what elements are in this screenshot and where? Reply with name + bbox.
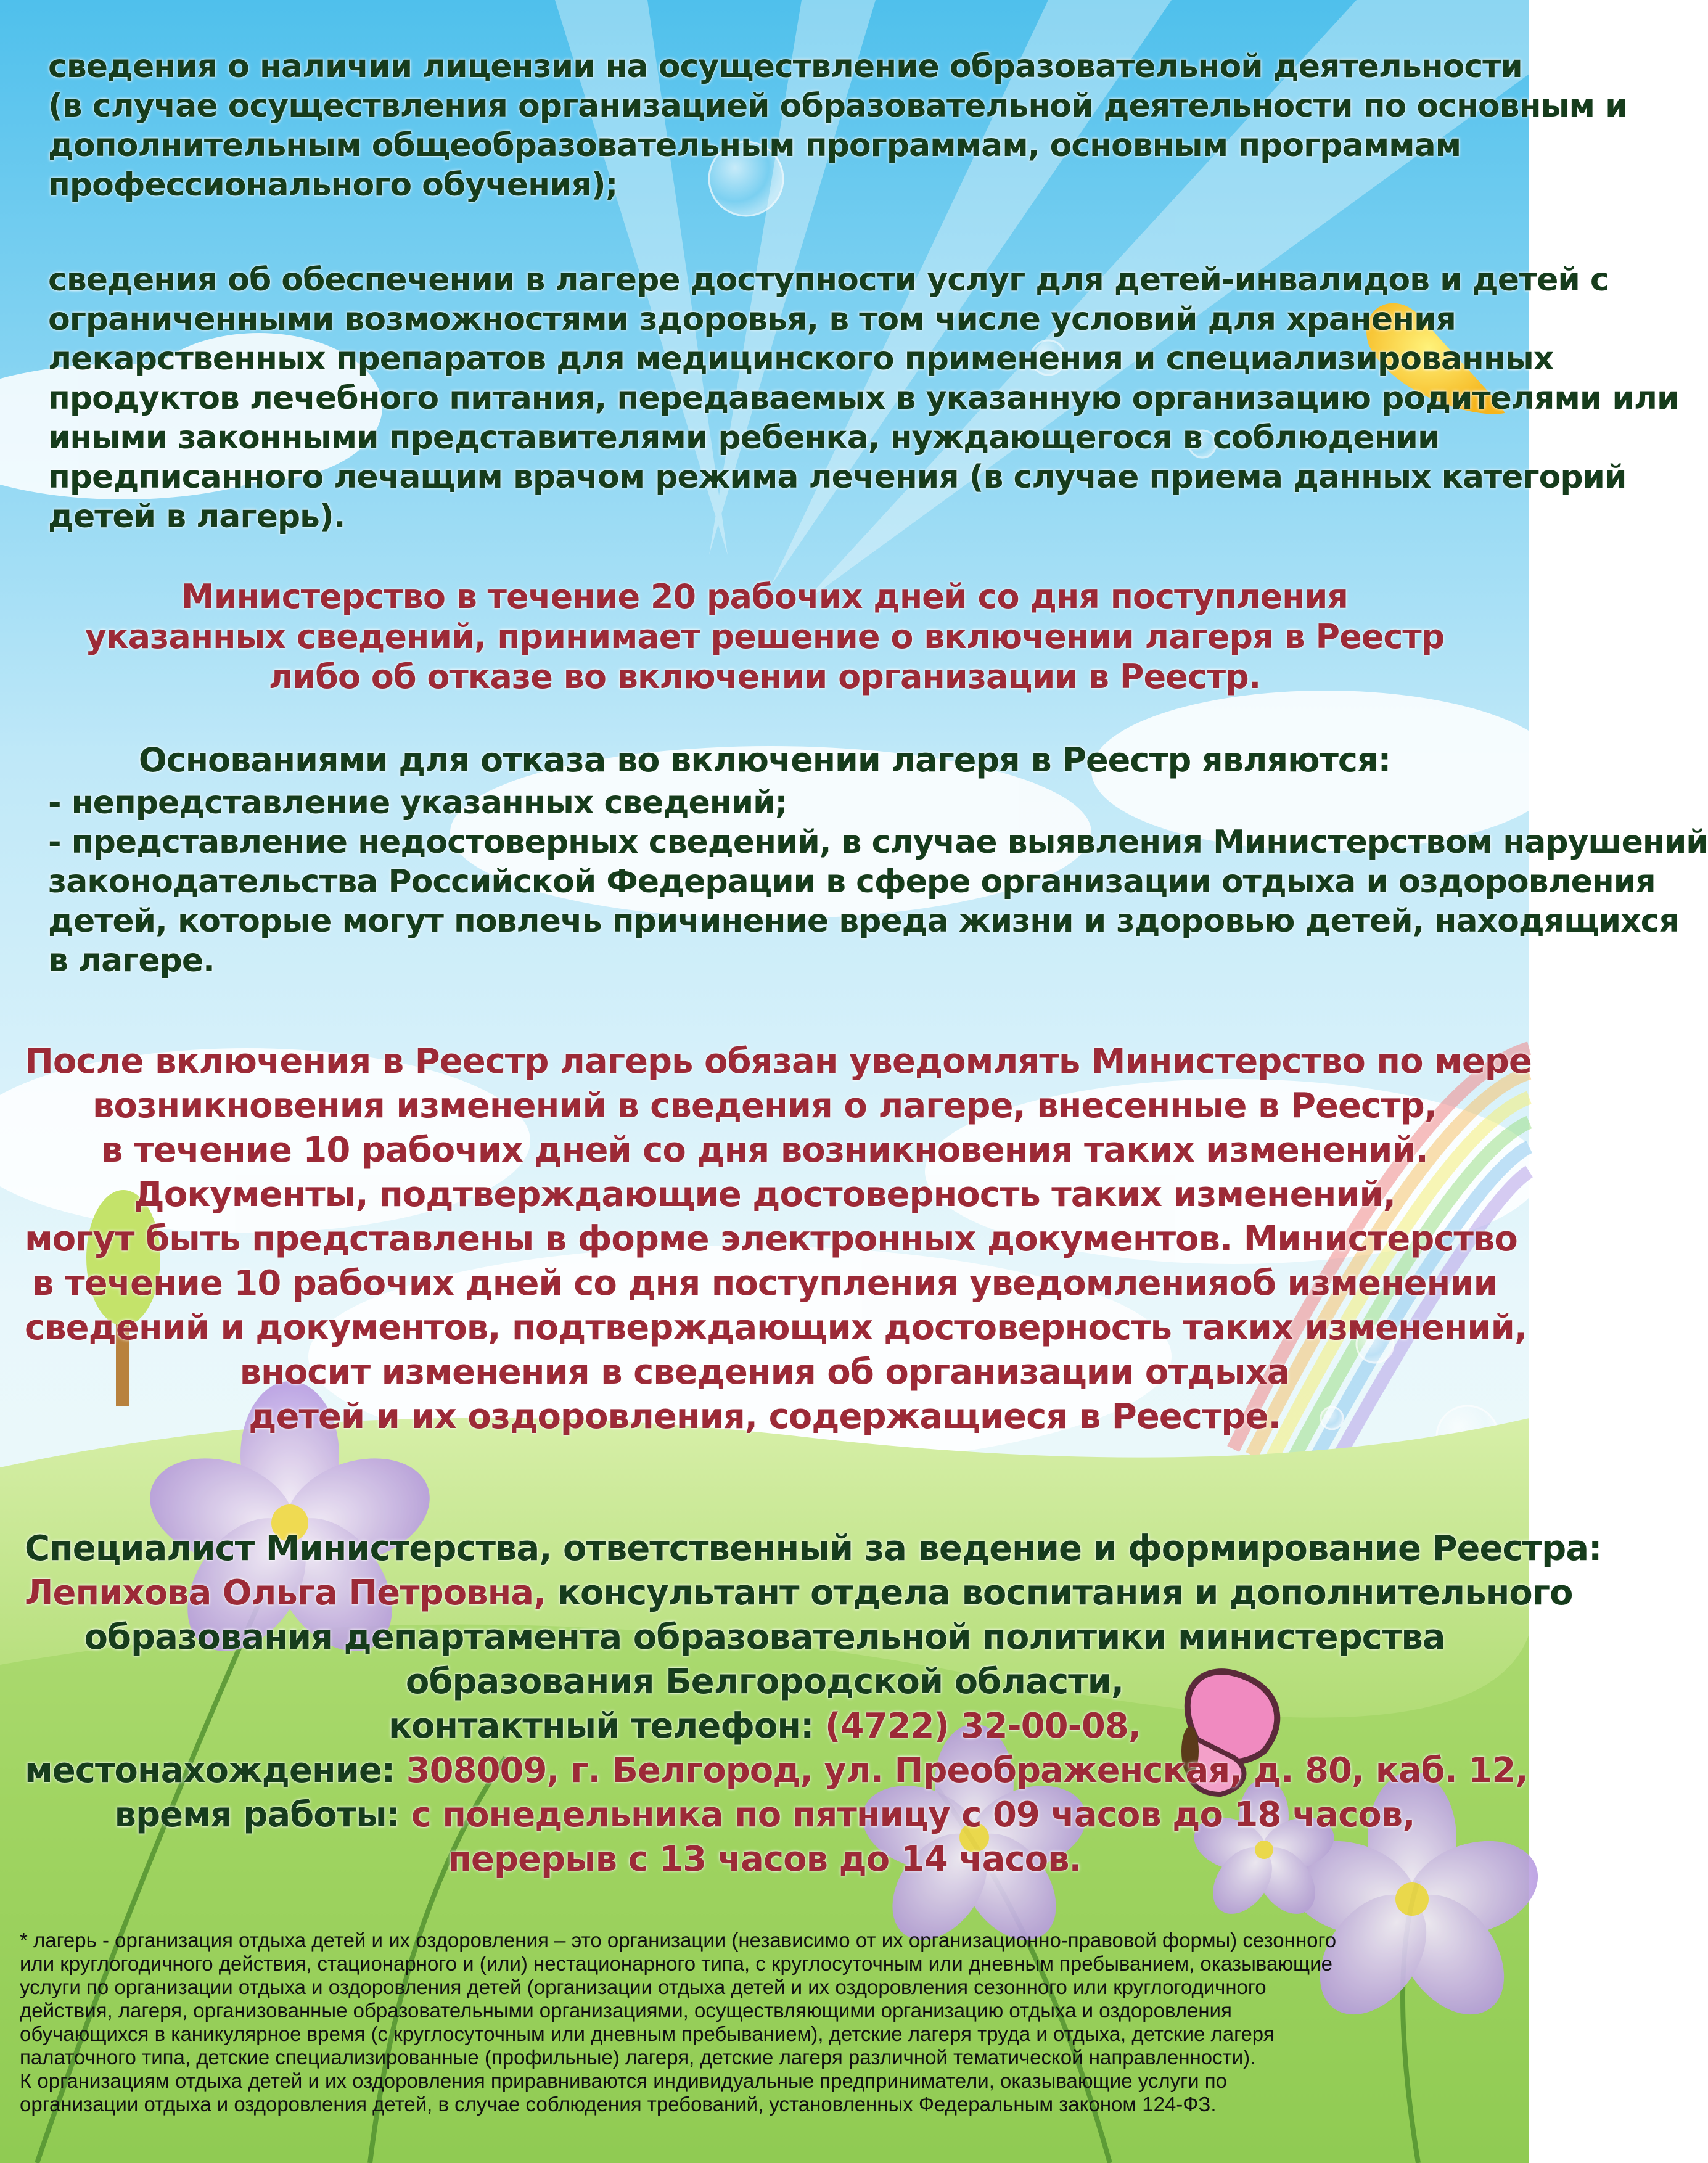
hours-label: время работы:	[114, 1795, 411, 1835]
text-line: законодательства Российской Федерации в сфере организации отдыха и оздоровления	[48, 863, 1656, 900]
address-value: 308009, г. Белгород, ул. Преображенская, д. 80, каб. 12,	[406, 1751, 1528, 1791]
phone-label: контактный телефон:	[388, 1706, 825, 1746]
phone-number[interactable]: (4722) 32-00-08,	[824, 1706, 1141, 1746]
text-line: дополнительным общеобразовательным программам, основным программам	[48, 127, 1461, 164]
contact-block	[25, 1527, 1602, 1882]
hours-value: с понедельника по пятницу с 09 часов до 18 часов,	[411, 1795, 1415, 1835]
list-item: - представление недостоверных сведений, в случае выявления Министерством нарушений	[48, 824, 1708, 861]
text-line: вносит изменения в сведения об организации отдыха	[239, 1352, 1290, 1392]
refusal-grounds-list	[48, 783, 1708, 980]
text-line: в течение 10 рабочих дней со дня возникновения таких изменений.	[101, 1130, 1428, 1170]
ministry-decision-notice	[25, 577, 1505, 697]
text-line: указанных сведений, принимает решение о включении лагеря в Реестр	[84, 617, 1445, 656]
footnote-line: действия, лагеря, организованные образовательными организациями, осуществляющими организацию отдыха и оздоровления	[20, 1999, 1232, 2022]
footnote-line: палаточного типа, детские специализированные (профильные) лагеря, детские лагеря различной тематической направленности).	[20, 2046, 1256, 2069]
text-line: Министерство в течение 20 рабочих дней со дня поступления	[181, 577, 1348, 616]
text-line: могут быть представлены в форме электронных документов. Министерство	[25, 1219, 1517, 1259]
contact-title: Специалист Министерства, ответственный за ведение и формирование Реестра:	[25, 1529, 1602, 1569]
footnote	[20, 1929, 1518, 2116]
text-line: продуктов лечебного питания, передаваемых в указанную организацию родителями или	[48, 380, 1679, 417]
text-line: сведения о наличии лицензии на осуществление образовательной деятельности	[48, 48, 1522, 85]
footnote-line: обучающихся в каникулярное время (с круглосуточным или дневным пребыванием), детские лагеря труда и отдыха, детские лагеря	[20, 2022, 1275, 2045]
specialist-position-cont: образования Белгородской области,	[405, 1662, 1124, 1702]
text-line: возникновения изменений в сведения о лагере, внесенные в Реестр,	[92, 1086, 1437, 1126]
text-line: детей, которые могут повлечь причинение вреда жизни и здоровью детей, находящихся	[48, 903, 1679, 940]
text-line: в течение 10 рабочих дней со дня поступления уведомленияоб изменении	[32, 1263, 1497, 1303]
text-line: лекарственных препаратов для медицинского применения и специализированных	[48, 340, 1554, 377]
refusal-grounds-heading: Основаниями для отказа во включении лагеря в Реестр являются:	[138, 741, 1391, 779]
text-line: иными законными представителями ребенка, нуждающегося в соблюдении	[48, 419, 1440, 456]
text-line: сведения об обеспечении в лагере доступности услуг для детей-инвалидов и детей с	[48, 261, 1609, 298]
accessibility-info-paragraph	[48, 260, 1679, 536]
text-line: Документы, подтверждающие достоверность таких изменений,	[133, 1175, 1396, 1215]
address-label: местонахождение:	[25, 1751, 406, 1791]
text-line: в лагере.	[48, 942, 215, 979]
footnote-line: * лагерь - организация отдыха детей и их оздоровления – это организации (независимо от их организационно-правовой формы) сезонного	[20, 1929, 1337, 1952]
registry-update-notice	[25, 1040, 1532, 1439]
text-line: детей в лагерь).	[48, 498, 345, 535]
specialist-position-cont: образования департамента образовательной политики министерства	[84, 1617, 1445, 1657]
footnote-line: организации отдыха и оздоровления детей, в случае соблюдения требований, установленных Федеральным законом 124-ФЗ.	[20, 2093, 1217, 2116]
text-line: (в случае осуществления организацией образовательной деятельности по основным и	[48, 88, 1627, 125]
text-line: сведений и документов, подтверждающих достоверность таких изменений,	[25, 1308, 1527, 1348]
text-line: предписанного лечащим врачом режима лечения (в случае приема данных категорий	[48, 459, 1627, 496]
text-line: После включения в Реестр лагерь обязан уведомлять Министерство по мере	[25, 1041, 1532, 1082]
footnote-line: К организациям отдыха детей и их оздоровления приравниваются индивидуальные предприниматели, оказывающие услуги по	[20, 2069, 1227, 2092]
footnote-line: услуги по организации отдыха и оздоровления детей (организации отдыха детей и их оздоровления сезонного или круглогодичного	[20, 1976, 1267, 1998]
specialist-position: консультант отдела воспитания и дополнительного	[546, 1573, 1573, 1613]
text-line: профессионального обучения);	[48, 166, 618, 203]
break-time: перерыв с 13 часов до 14 часов.	[448, 1839, 1082, 1879]
licence-info-paragraph	[48, 47, 1627, 205]
text-line: детей и их оздоровления, содержащиеся в Реестре.	[248, 1397, 1281, 1437]
list-item: - непредставление указанных сведений;	[48, 784, 787, 821]
text-line: ограниченными возможностями здоровья, в том числе условий для хранения	[48, 301, 1456, 338]
text-line: либо об отказе во включении организации в Реестр.	[268, 657, 1261, 696]
specialist-name: Лепихова Ольга Петровна,	[25, 1573, 546, 1613]
footnote-line: или круглогодичного действия, стационарного и (или) нестационарного типа, с круглосуточным или дневным пребыванием, оказывающие	[20, 1952, 1332, 1975]
